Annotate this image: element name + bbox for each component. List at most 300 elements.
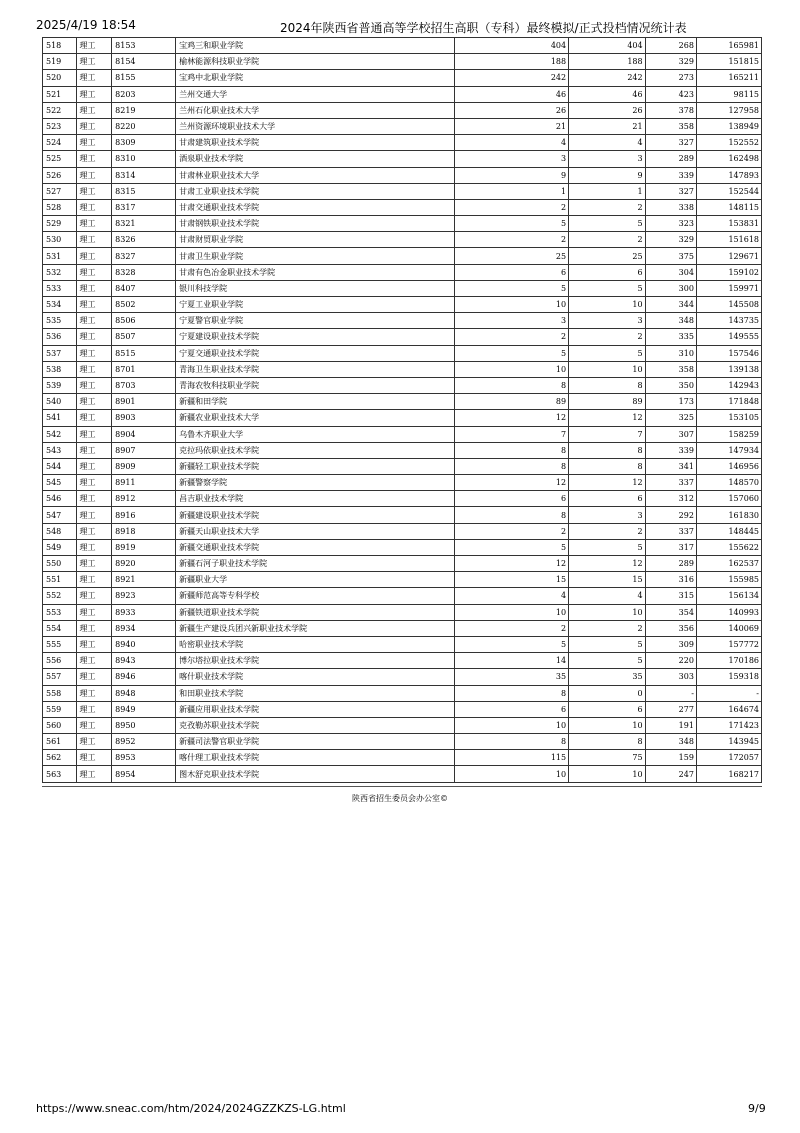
plan-count-cell: 89 bbox=[454, 394, 568, 410]
school-code-cell: 8219 bbox=[112, 102, 176, 118]
row-seq-cell: 553 bbox=[43, 604, 77, 620]
row-seq-cell: 552 bbox=[43, 588, 77, 604]
plan-count-cell: 1 bbox=[454, 183, 568, 199]
min-score-cell: 358 bbox=[645, 361, 696, 377]
row-seq-cell: 524 bbox=[43, 135, 77, 151]
row-seq-cell: 535 bbox=[43, 313, 77, 329]
school-name-cell: 兰州交通大学 bbox=[176, 86, 455, 102]
min-score-cell: 247 bbox=[645, 766, 696, 782]
school-code-cell: 8502 bbox=[112, 297, 176, 313]
plan-count-cell: 4 bbox=[454, 588, 568, 604]
school-name-cell: 甘肃交通职业技术学院 bbox=[176, 199, 455, 215]
plan-count-cell: 25 bbox=[454, 248, 568, 264]
min-score-cell: 292 bbox=[645, 507, 696, 523]
admitted-count-cell: 0 bbox=[569, 685, 646, 701]
school-name-cell: 甘肃钢铁职业技术学院 bbox=[176, 216, 455, 232]
min-rank-cell: 153831 bbox=[696, 216, 761, 232]
min-rank-cell: 145508 bbox=[696, 297, 761, 313]
min-rank-cell: 140069 bbox=[696, 620, 761, 636]
min-score-cell: 307 bbox=[645, 426, 696, 442]
row-seq-cell: 545 bbox=[43, 475, 77, 491]
table-row bbox=[43, 345, 762, 361]
school-name-cell: 榆林能源科技职业学院 bbox=[176, 54, 455, 70]
plan-count-cell: 8 bbox=[454, 685, 568, 701]
min-rank-cell: 159102 bbox=[696, 264, 761, 280]
school-name-cell: 乌鲁木齐职业大学 bbox=[176, 426, 455, 442]
table-row bbox=[43, 604, 762, 620]
row-seq-cell: 533 bbox=[43, 280, 77, 296]
school-name-cell: 酒泉职业技术学院 bbox=[176, 151, 455, 167]
table-row bbox=[43, 685, 762, 701]
school-code-cell: 8949 bbox=[112, 701, 176, 717]
row-seq-cell: 548 bbox=[43, 523, 77, 539]
plan-count-cell: 5 bbox=[454, 216, 568, 232]
table-row bbox=[43, 167, 762, 183]
category-cell: 理工 bbox=[76, 216, 112, 232]
min-score-cell: 289 bbox=[645, 151, 696, 167]
min-rank-cell: 148570 bbox=[696, 475, 761, 491]
school-name-cell: 新疆建设职业技术学院 bbox=[176, 507, 455, 523]
school-name-cell: 和田职业技术学院 bbox=[176, 685, 455, 701]
school-code-cell: 8507 bbox=[112, 329, 176, 345]
plan-count-cell: 14 bbox=[454, 653, 568, 669]
table-row bbox=[43, 523, 762, 539]
min-score-cell: 348 bbox=[645, 734, 696, 750]
category-cell: 理工 bbox=[76, 280, 112, 296]
plan-count-cell: 6 bbox=[454, 264, 568, 280]
school-code-cell: 8940 bbox=[112, 636, 176, 652]
category-cell: 理工 bbox=[76, 475, 112, 491]
row-seq-cell: 559 bbox=[43, 701, 77, 717]
school-code-cell: 8314 bbox=[112, 167, 176, 183]
min-rank-cell: 142943 bbox=[696, 377, 761, 393]
plan-count-cell: 8 bbox=[454, 458, 568, 474]
row-seq-cell: 537 bbox=[43, 345, 77, 361]
table-row bbox=[43, 183, 762, 199]
min-score-cell: 315 bbox=[645, 588, 696, 604]
min-score-cell: 309 bbox=[645, 636, 696, 652]
school-code-cell: 8310 bbox=[112, 151, 176, 167]
min-rank-cell: 143945 bbox=[696, 734, 761, 750]
school-code-cell: 8220 bbox=[112, 118, 176, 134]
min-rank-cell: 155622 bbox=[696, 539, 761, 555]
min-rank-cell: - bbox=[696, 685, 761, 701]
school-name-cell: 宝鸡三和职业学院 bbox=[176, 38, 455, 54]
admitted-count-cell: 10 bbox=[569, 604, 646, 620]
min-score-cell: 339 bbox=[645, 442, 696, 458]
min-rank-cell: 147893 bbox=[696, 167, 761, 183]
min-rank-cell: 171423 bbox=[696, 717, 761, 733]
min-rank-cell: 165211 bbox=[696, 70, 761, 86]
min-rank-cell: 151618 bbox=[696, 232, 761, 248]
table-row bbox=[43, 620, 762, 636]
min-rank-cell: 151815 bbox=[696, 54, 761, 70]
plan-count-cell: 10 bbox=[454, 604, 568, 620]
min-score-cell: 159 bbox=[645, 750, 696, 766]
school-name-cell: 宁夏警官职业学院 bbox=[176, 313, 455, 329]
school-code-cell: 8327 bbox=[112, 248, 176, 264]
school-name-cell: 兰州石化职业技术大学 bbox=[176, 102, 455, 118]
min-rank-cell: 170186 bbox=[696, 653, 761, 669]
category-cell: 理工 bbox=[76, 54, 112, 70]
row-seq-cell: 526 bbox=[43, 167, 77, 183]
min-score-cell: 375 bbox=[645, 248, 696, 264]
admission-table-body bbox=[43, 38, 762, 783]
category-cell: 理工 bbox=[76, 361, 112, 377]
admitted-count-cell: 188 bbox=[569, 54, 646, 70]
min-score-cell: 354 bbox=[645, 604, 696, 620]
admitted-count-cell: 15 bbox=[569, 572, 646, 588]
table-row bbox=[43, 669, 762, 685]
admission-table bbox=[42, 37, 762, 783]
row-seq-cell: 540 bbox=[43, 394, 77, 410]
admitted-count-cell: 4 bbox=[569, 135, 646, 151]
admitted-count-cell: 12 bbox=[569, 475, 646, 491]
min-rank-cell: 172057 bbox=[696, 750, 761, 766]
admitted-count-cell: 12 bbox=[569, 410, 646, 426]
table-row bbox=[43, 701, 762, 717]
school-code-cell: 8901 bbox=[112, 394, 176, 410]
category-cell: 理工 bbox=[76, 491, 112, 507]
school-code-cell: 8952 bbox=[112, 734, 176, 750]
min-rank-cell: 159318 bbox=[696, 669, 761, 685]
plan-count-cell: 8 bbox=[454, 734, 568, 750]
admitted-count-cell: 1 bbox=[569, 183, 646, 199]
category-cell: 理工 bbox=[76, 135, 112, 151]
admitted-count-cell: 5 bbox=[569, 653, 646, 669]
row-seq-cell: 554 bbox=[43, 620, 77, 636]
school-name-cell: 甘肃工业职业技术学院 bbox=[176, 183, 455, 199]
school-name-cell: 克拉玛依职业技术学院 bbox=[176, 442, 455, 458]
plan-count-cell: 115 bbox=[454, 750, 568, 766]
school-name-cell: 新疆和田学院 bbox=[176, 394, 455, 410]
school-code-cell: 8506 bbox=[112, 313, 176, 329]
admitted-count-cell: 3 bbox=[569, 151, 646, 167]
category-cell: 理工 bbox=[76, 410, 112, 426]
category-cell: 理工 bbox=[76, 539, 112, 555]
plan-count-cell: 3 bbox=[454, 313, 568, 329]
admitted-count-cell: 4 bbox=[569, 588, 646, 604]
min-rank-cell: 158259 bbox=[696, 426, 761, 442]
table-row bbox=[43, 377, 762, 393]
min-rank-cell: 165981 bbox=[696, 38, 761, 54]
plan-count-cell: 9 bbox=[454, 167, 568, 183]
min-score-cell: 423 bbox=[645, 86, 696, 102]
min-score-cell: 329 bbox=[645, 232, 696, 248]
table-row bbox=[43, 636, 762, 652]
table-row bbox=[43, 329, 762, 345]
plan-count-cell: 6 bbox=[454, 491, 568, 507]
table-row bbox=[43, 151, 762, 167]
row-seq-cell: 557 bbox=[43, 669, 77, 685]
min-score-cell: 327 bbox=[645, 183, 696, 199]
school-code-cell: 8921 bbox=[112, 572, 176, 588]
category-cell: 理工 bbox=[76, 248, 112, 264]
school-code-cell: 8701 bbox=[112, 361, 176, 377]
plan-count-cell: 404 bbox=[454, 38, 568, 54]
category-cell: 理工 bbox=[76, 588, 112, 604]
table-row bbox=[43, 556, 762, 572]
row-seq-cell: 534 bbox=[43, 297, 77, 313]
category-cell: 理工 bbox=[76, 572, 112, 588]
school-code-cell: 8950 bbox=[112, 717, 176, 733]
plan-count-cell: 12 bbox=[454, 556, 568, 572]
min-score-cell: 348 bbox=[645, 313, 696, 329]
category-cell: 理工 bbox=[76, 442, 112, 458]
plan-count-cell: 15 bbox=[454, 572, 568, 588]
plan-count-cell: 4 bbox=[454, 135, 568, 151]
min-score-cell: 329 bbox=[645, 54, 696, 70]
min-rank-cell: 148445 bbox=[696, 523, 761, 539]
admitted-count-cell: 2 bbox=[569, 232, 646, 248]
admitted-count-cell: 5 bbox=[569, 539, 646, 555]
admitted-count-cell: 26 bbox=[569, 102, 646, 118]
school-code-cell: 8326 bbox=[112, 232, 176, 248]
school-name-cell: 新疆石河子职业技术学院 bbox=[176, 556, 455, 572]
category-cell: 理工 bbox=[76, 151, 112, 167]
row-seq-cell: 525 bbox=[43, 151, 77, 167]
school-name-cell: 新疆职业大学 bbox=[176, 572, 455, 588]
school-code-cell: 8954 bbox=[112, 766, 176, 782]
school-name-cell: 甘肃卫生职业学院 bbox=[176, 248, 455, 264]
row-seq-cell: 520 bbox=[43, 70, 77, 86]
plan-count-cell: 10 bbox=[454, 297, 568, 313]
row-seq-cell: 531 bbox=[43, 248, 77, 264]
school-name-cell: 哈密职业技术学院 bbox=[176, 636, 455, 652]
table-row bbox=[43, 572, 762, 588]
table-row bbox=[43, 86, 762, 102]
school-name-cell: 宝鸡中北职业学院 bbox=[176, 70, 455, 86]
min-rank-cell: 139138 bbox=[696, 361, 761, 377]
table-row bbox=[43, 442, 762, 458]
plan-count-cell: 26 bbox=[454, 102, 568, 118]
table-row bbox=[43, 54, 762, 70]
admitted-count-cell: 5 bbox=[569, 216, 646, 232]
row-seq-cell: 528 bbox=[43, 199, 77, 215]
category-cell: 理工 bbox=[76, 38, 112, 54]
min-rank-cell: 98115 bbox=[696, 86, 761, 102]
plan-count-cell: 2 bbox=[454, 232, 568, 248]
min-score-cell: 191 bbox=[645, 717, 696, 733]
admitted-count-cell: 6 bbox=[569, 701, 646, 717]
school-name-cell: 甘肃林业职业技术大学 bbox=[176, 167, 455, 183]
table-row bbox=[43, 717, 762, 733]
min-score-cell: 310 bbox=[645, 345, 696, 361]
row-seq-cell: 556 bbox=[43, 653, 77, 669]
admitted-count-cell: 8 bbox=[569, 442, 646, 458]
category-cell: 理工 bbox=[76, 199, 112, 215]
category-cell: 理工 bbox=[76, 636, 112, 652]
row-seq-cell: 543 bbox=[43, 442, 77, 458]
plan-count-cell: 2 bbox=[454, 199, 568, 215]
row-seq-cell: 539 bbox=[43, 377, 77, 393]
plan-count-cell: 10 bbox=[454, 766, 568, 782]
page-url[interactable]: https://www.sneac.com/htm/2024/2024GZZKZS-LG.html bbox=[36, 1102, 346, 1115]
plan-count-cell: 8 bbox=[454, 442, 568, 458]
min-score-cell: 337 bbox=[645, 475, 696, 491]
admitted-count-cell: 242 bbox=[569, 70, 646, 86]
school-code-cell: 8933 bbox=[112, 604, 176, 620]
school-name-cell: 宁夏建设职业技术学院 bbox=[176, 329, 455, 345]
min-rank-cell: 152544 bbox=[696, 183, 761, 199]
table-row bbox=[43, 475, 762, 491]
table-row bbox=[43, 394, 762, 410]
category-cell: 理工 bbox=[76, 620, 112, 636]
min-score-cell: 356 bbox=[645, 620, 696, 636]
table-row bbox=[43, 361, 762, 377]
school-name-cell: 喀什职业技术学院 bbox=[176, 669, 455, 685]
school-code-cell: 8934 bbox=[112, 620, 176, 636]
admitted-count-cell: 6 bbox=[569, 264, 646, 280]
category-cell: 理工 bbox=[76, 766, 112, 782]
plan-count-cell: 12 bbox=[454, 475, 568, 491]
min-score-cell: 323 bbox=[645, 216, 696, 232]
school-code-cell: 8953 bbox=[112, 750, 176, 766]
admitted-count-cell: 8 bbox=[569, 734, 646, 750]
school-code-cell: 8903 bbox=[112, 410, 176, 426]
plan-count-cell: 242 bbox=[454, 70, 568, 86]
issuer-office: 陕西省招生委员会办公室© bbox=[352, 794, 448, 803]
plan-count-cell: 8 bbox=[454, 507, 568, 523]
min-score-cell: 316 bbox=[645, 572, 696, 588]
plan-count-cell: 2 bbox=[454, 620, 568, 636]
min-score-cell: 344 bbox=[645, 297, 696, 313]
min-rank-cell: 168217 bbox=[696, 766, 761, 782]
school-name-cell: 昌吉职业技术学院 bbox=[176, 491, 455, 507]
table-row bbox=[43, 118, 762, 134]
school-name-cell: 新疆农业职业技术大学 bbox=[176, 410, 455, 426]
school-name-cell: 甘肃财贸职业学院 bbox=[176, 232, 455, 248]
school-name-cell: 新疆司法警官职业学院 bbox=[176, 734, 455, 750]
min-score-cell: 327 bbox=[645, 135, 696, 151]
table-row bbox=[43, 539, 762, 555]
school-code-cell: 8203 bbox=[112, 86, 176, 102]
table-row bbox=[43, 410, 762, 426]
category-cell: 理工 bbox=[76, 329, 112, 345]
admitted-count-cell: 3 bbox=[569, 313, 646, 329]
row-seq-cell: 530 bbox=[43, 232, 77, 248]
category-cell: 理工 bbox=[76, 232, 112, 248]
school-code-cell: 8916 bbox=[112, 507, 176, 523]
row-seq-cell: 547 bbox=[43, 507, 77, 523]
school-code-cell: 8703 bbox=[112, 377, 176, 393]
school-code-cell: 8918 bbox=[112, 523, 176, 539]
plan-count-cell: 46 bbox=[454, 86, 568, 102]
table-row bbox=[43, 313, 762, 329]
category-cell: 理工 bbox=[76, 118, 112, 134]
plan-count-cell: 3 bbox=[454, 151, 568, 167]
school-code-cell: 8948 bbox=[112, 685, 176, 701]
school-code-cell: 8315 bbox=[112, 183, 176, 199]
admitted-count-cell: 46 bbox=[569, 86, 646, 102]
min-score-cell: 268 bbox=[645, 38, 696, 54]
plan-count-cell: 10 bbox=[454, 717, 568, 733]
min-score-cell: 339 bbox=[645, 167, 696, 183]
school-name-cell: 新疆生产建设兵团兴新职业技术学院 bbox=[176, 620, 455, 636]
category-cell: 理工 bbox=[76, 458, 112, 474]
school-name-cell: 新疆应用职业技术学院 bbox=[176, 701, 455, 717]
plan-count-cell: 2 bbox=[454, 329, 568, 345]
table-row bbox=[43, 653, 762, 669]
category-cell: 理工 bbox=[76, 377, 112, 393]
school-code-cell: 8321 bbox=[112, 216, 176, 232]
min-rank-cell: 159971 bbox=[696, 280, 761, 296]
min-score-cell: 304 bbox=[645, 264, 696, 280]
row-seq-cell: 551 bbox=[43, 572, 77, 588]
table-row bbox=[43, 199, 762, 215]
admitted-count-cell: 7 bbox=[569, 426, 646, 442]
table-row bbox=[43, 38, 762, 54]
school-code-cell: 8907 bbox=[112, 442, 176, 458]
category-cell: 理工 bbox=[76, 297, 112, 313]
table-row bbox=[43, 135, 762, 151]
school-name-cell: 喀什理工职业技术学院 bbox=[176, 750, 455, 766]
min-rank-cell: 143735 bbox=[696, 313, 761, 329]
school-code-cell: 8154 bbox=[112, 54, 176, 70]
min-rank-cell: 149555 bbox=[696, 329, 761, 345]
school-name-cell: 新疆天山职业技术大学 bbox=[176, 523, 455, 539]
admitted-count-cell: 2 bbox=[569, 620, 646, 636]
category-cell: 理工 bbox=[76, 701, 112, 717]
admitted-count-cell: 10 bbox=[569, 297, 646, 313]
row-seq-cell: 527 bbox=[43, 183, 77, 199]
min-score-cell: 335 bbox=[645, 329, 696, 345]
row-seq-cell: 529 bbox=[43, 216, 77, 232]
plan-count-cell: 5 bbox=[454, 345, 568, 361]
admitted-count-cell: 10 bbox=[569, 717, 646, 733]
min-score-cell: 325 bbox=[645, 410, 696, 426]
school-name-cell: 图木舒克职业技术学院 bbox=[176, 766, 455, 782]
plan-count-cell: 7 bbox=[454, 426, 568, 442]
category-cell: 理工 bbox=[76, 394, 112, 410]
school-name-cell: 新疆轻工职业技术学院 bbox=[176, 458, 455, 474]
row-seq-cell: 549 bbox=[43, 539, 77, 555]
row-seq-cell: 522 bbox=[43, 102, 77, 118]
school-name-cell: 银川科技学院 bbox=[176, 280, 455, 296]
min-rank-cell: 161830 bbox=[696, 507, 761, 523]
category-cell: 理工 bbox=[76, 523, 112, 539]
admitted-count-cell: 10 bbox=[569, 766, 646, 782]
min-rank-cell: 129671 bbox=[696, 248, 761, 264]
min-score-cell: - bbox=[645, 685, 696, 701]
school-code-cell: 8946 bbox=[112, 669, 176, 685]
school-code-cell: 8912 bbox=[112, 491, 176, 507]
category-cell: 理工 bbox=[76, 102, 112, 118]
admitted-count-cell: 2 bbox=[569, 523, 646, 539]
min-rank-cell: 156134 bbox=[696, 588, 761, 604]
school-name-cell: 新疆师范高等专科学校 bbox=[176, 588, 455, 604]
row-seq-cell: 555 bbox=[43, 636, 77, 652]
table-row bbox=[43, 280, 762, 296]
category-cell: 理工 bbox=[76, 426, 112, 442]
school-code-cell: 8904 bbox=[112, 426, 176, 442]
admitted-count-cell: 5 bbox=[569, 636, 646, 652]
category-cell: 理工 bbox=[76, 556, 112, 572]
row-seq-cell: 518 bbox=[43, 38, 77, 54]
table-row bbox=[43, 426, 762, 442]
min-score-cell: 338 bbox=[645, 199, 696, 215]
category-cell: 理工 bbox=[76, 653, 112, 669]
plan-count-cell: 21 bbox=[454, 118, 568, 134]
admitted-count-cell: 12 bbox=[569, 556, 646, 572]
min-score-cell: 317 bbox=[645, 539, 696, 555]
row-seq-cell: 519 bbox=[43, 54, 77, 70]
admitted-count-cell: 5 bbox=[569, 280, 646, 296]
admitted-count-cell: 404 bbox=[569, 38, 646, 54]
school-code-cell: 8943 bbox=[112, 653, 176, 669]
plan-count-cell: 10 bbox=[454, 361, 568, 377]
category-cell: 理工 bbox=[76, 70, 112, 86]
